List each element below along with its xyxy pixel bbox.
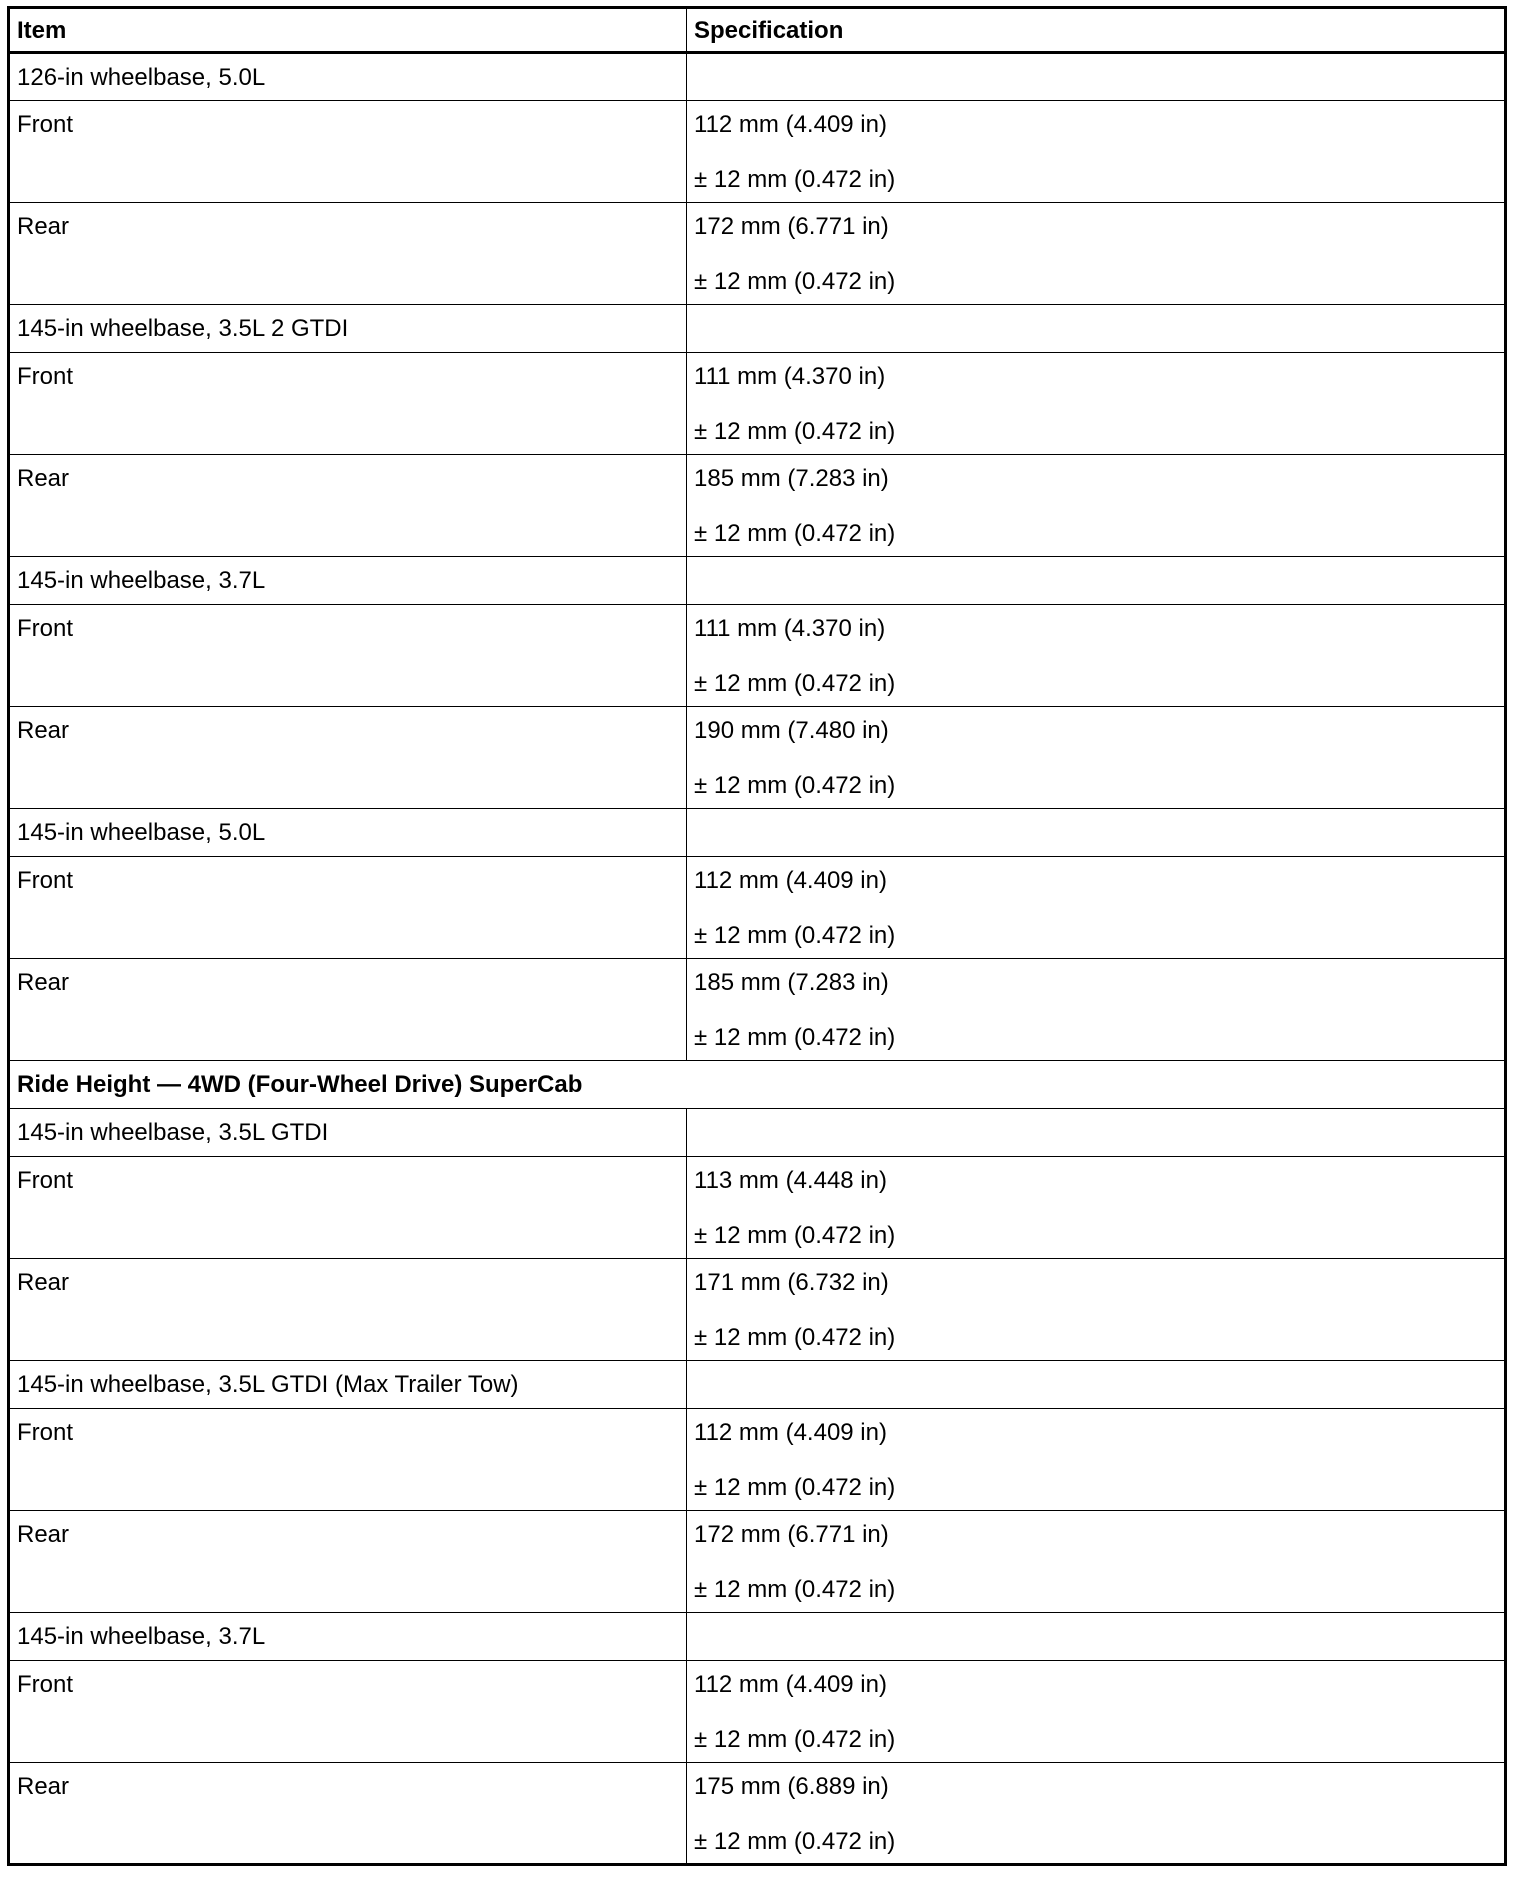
table-row	[9, 1157, 1506, 1259]
item-cell: Front	[9, 1157, 687, 1259]
spec-value: 112 mm (4.409 in)	[694, 867, 887, 894]
group-label: 145-in wheelbase, 3.7L	[9, 557, 687, 605]
spec-cell	[687, 1409, 1506, 1511]
specification-column-header: Specification	[687, 8, 1506, 53]
spec-tolerance: ± 12 mm (0.472 in)	[694, 268, 896, 295]
item-cell: Rear	[9, 1259, 687, 1361]
empty-spec-cell	[687, 557, 1506, 605]
item-column-header: Item	[9, 8, 687, 53]
spec-cell	[687, 959, 1506, 1061]
spec-value: 113 mm (4.448 in)	[694, 1167, 887, 1194]
spec-cell	[687, 1259, 1506, 1361]
spec-cell	[687, 707, 1506, 809]
spec-tolerance: ± 12 mm (0.472 in)	[694, 1474, 896, 1501]
spec-table-body	[9, 53, 1506, 1865]
spec-tolerance: ± 12 mm (0.472 in)	[694, 1222, 896, 1249]
spec-cell	[687, 203, 1506, 305]
table-row	[9, 101, 1506, 203]
spec-tolerance: ± 12 mm (0.472 in)	[694, 1726, 896, 1753]
spec-value: 112 mm (4.409 in)	[694, 1419, 887, 1446]
section-heading-row	[9, 1061, 1506, 1109]
spec-table	[7, 6, 1507, 1866]
spec-tolerance: ± 12 mm (0.472 in)	[694, 520, 896, 547]
group-label: 126-in wheelbase, 5.0L	[9, 53, 687, 101]
spec-value: 112 mm (4.409 in)	[694, 111, 887, 138]
table-row	[9, 1763, 1506, 1865]
item-cell: Front	[9, 353, 687, 455]
table-row	[9, 959, 1506, 1061]
table-row	[9, 353, 1506, 455]
spec-tolerance: ± 12 mm (0.472 in)	[694, 922, 896, 949]
empty-spec-cell	[687, 1109, 1506, 1157]
group-row	[9, 53, 1506, 101]
empty-spec-cell	[687, 305, 1506, 353]
table-row	[9, 857, 1506, 959]
table-header-row	[9, 8, 1506, 53]
table-row	[9, 605, 1506, 707]
group-label: 145-in wheelbase, 3.5L 2 GTDI	[9, 305, 687, 353]
group-label: 145-in wheelbase, 3.5L GTDI (Max Trailer Tow)	[9, 1361, 687, 1409]
group-row	[9, 809, 1506, 857]
spec-tolerance: ± 12 mm (0.472 in)	[694, 1828, 896, 1855]
item-cell: Rear	[9, 959, 687, 1061]
spec-value: 111 mm (4.370 in)	[694, 615, 886, 642]
spec-tolerance: ± 12 mm (0.472 in)	[694, 772, 896, 799]
spec-cell	[687, 353, 1506, 455]
item-cell: Front	[9, 1661, 687, 1763]
spec-value: 190 mm (7.480 in)	[694, 717, 889, 744]
spec-value: 111 mm (4.370 in)	[694, 363, 886, 390]
table-row	[9, 1259, 1506, 1361]
table-row	[9, 707, 1506, 809]
spec-cell	[687, 1661, 1506, 1763]
group-row	[9, 305, 1506, 353]
table-row	[9, 455, 1506, 557]
item-cell: Front	[9, 1409, 687, 1511]
table-row	[9, 1661, 1506, 1763]
table-row	[9, 1409, 1506, 1511]
group-label: 145-in wheelbase, 5.0L	[9, 809, 687, 857]
spec-cell	[687, 605, 1506, 707]
group-row	[9, 557, 1506, 605]
item-cell: Rear	[9, 1763, 687, 1865]
spec-tolerance: ± 12 mm (0.472 in)	[694, 1024, 896, 1051]
spec-value: 172 mm (6.771 in)	[694, 1521, 889, 1548]
group-row	[9, 1109, 1506, 1157]
group-row	[9, 1613, 1506, 1661]
table-row	[9, 203, 1506, 305]
spec-tolerance: ± 12 mm (0.472 in)	[694, 1324, 896, 1351]
item-cell: Rear	[9, 707, 687, 809]
section-heading: Ride Height — 4WD (Four-Wheel Drive) SuperCab	[9, 1061, 1506, 1109]
spec-tolerance: ± 12 mm (0.472 in)	[694, 418, 896, 445]
spec-cell	[687, 857, 1506, 959]
spec-value: 185 mm (7.283 in)	[694, 465, 889, 492]
spec-tolerance: ± 12 mm (0.472 in)	[694, 1576, 896, 1603]
empty-spec-cell	[687, 1613, 1506, 1661]
spec-cell	[687, 1157, 1506, 1259]
spec-tolerance: ± 12 mm (0.472 in)	[694, 670, 896, 697]
group-label: 145-in wheelbase, 3.5L GTDI	[9, 1109, 687, 1157]
spec-value: 112 mm (4.409 in)	[694, 1671, 887, 1698]
spec-cell	[687, 101, 1506, 203]
spec-cell	[687, 1763, 1506, 1865]
spec-value: 185 mm (7.283 in)	[694, 969, 889, 996]
spec-cell	[687, 1511, 1506, 1613]
spec-value: 172 mm (6.771 in)	[694, 213, 889, 240]
group-label: 145-in wheelbase, 3.7L	[9, 1613, 687, 1661]
spec-value: 175 mm (6.889 in)	[694, 1773, 889, 1800]
spec-cell	[687, 455, 1506, 557]
item-cell: Rear	[9, 455, 687, 557]
empty-spec-cell	[687, 1361, 1506, 1409]
table-row	[9, 1511, 1506, 1613]
item-cell: Front	[9, 605, 687, 707]
group-row	[9, 1361, 1506, 1409]
empty-spec-cell	[687, 53, 1506, 101]
spec-tolerance: ± 12 mm (0.472 in)	[694, 166, 896, 193]
empty-spec-cell	[687, 809, 1506, 857]
spec-value: 171 mm (6.732 in)	[694, 1269, 889, 1296]
item-cell: Rear	[9, 203, 687, 305]
item-cell: Front	[9, 101, 687, 203]
item-cell: Front	[9, 857, 687, 959]
item-cell: Rear	[9, 1511, 687, 1613]
